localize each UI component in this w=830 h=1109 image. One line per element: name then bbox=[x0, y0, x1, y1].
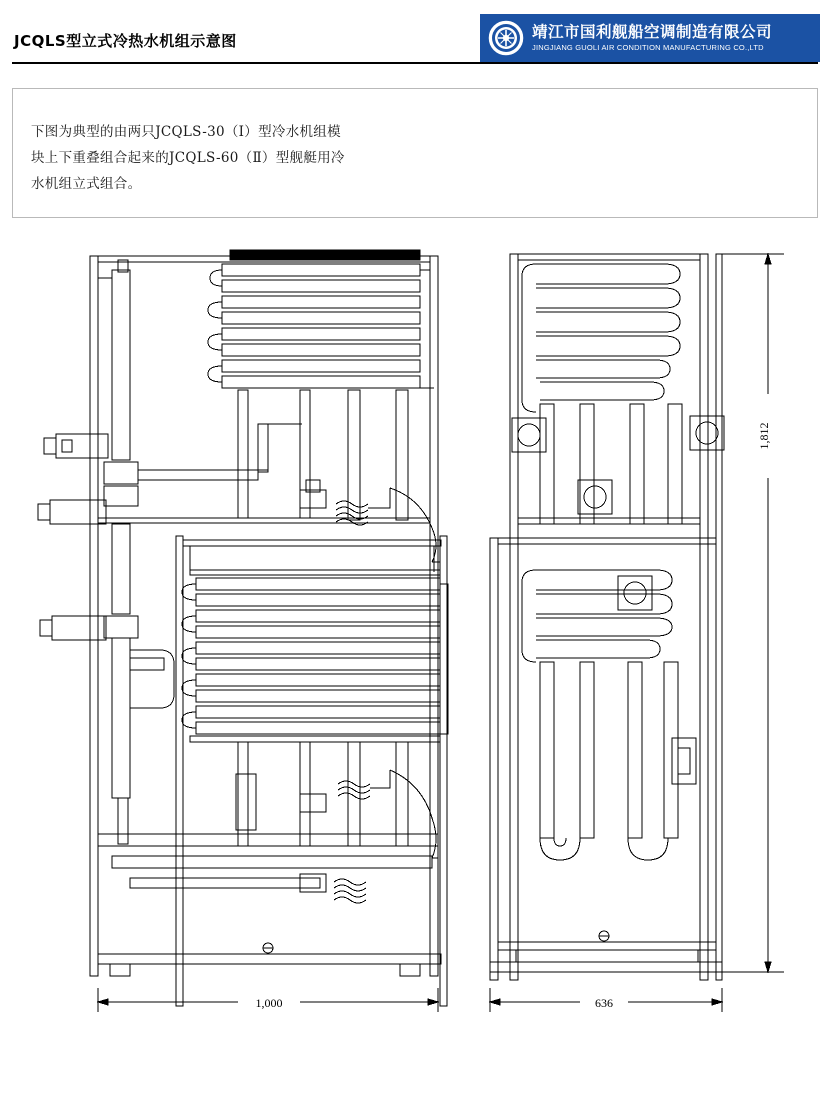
front-view-group bbox=[38, 250, 448, 1012]
company-logo-bar bbox=[480, 14, 820, 62]
side-fittings bbox=[512, 416, 724, 610]
description-line-3: 水机组立式组合。 bbox=[31, 176, 142, 192]
side-upper-tube-bundle bbox=[536, 264, 680, 400]
lower-coil-returns bbox=[182, 584, 196, 728]
description-panel bbox=[12, 88, 818, 218]
description-text bbox=[31, 119, 451, 197]
page-header bbox=[0, 0, 830, 76]
upper-capillary-coil bbox=[336, 488, 390, 525]
overall-height-dimension: 1,812 bbox=[757, 422, 771, 450]
company-name-en: JINGJIANG GUOLI AIR CONDITION MANUFACTURING CO.,LTD bbox=[532, 42, 764, 52]
description-line-1: 下图为典型的由两只JCQLS-30（Ⅰ）型冷水机组模 bbox=[31, 124, 341, 140]
lower-capillary-coil-1 bbox=[338, 770, 390, 799]
company-seal-icon bbox=[486, 18, 526, 58]
front-view-width-dimension: 1,000 bbox=[255, 996, 283, 1010]
side-view-group bbox=[490, 254, 784, 1012]
header-divider bbox=[12, 62, 818, 64]
company-name-cn: 靖江市国利舰船空调制造有限公司 bbox=[532, 23, 773, 42]
lower-capillary-coil-2 bbox=[334, 879, 366, 903]
upper-coil-returns bbox=[208, 270, 222, 382]
technical-drawing bbox=[0, 218, 830, 1048]
lower-coil-tubes bbox=[196, 578, 440, 734]
page-title: JCQLS型立式冷热水机组示意图 bbox=[14, 32, 237, 50]
description-line-2: 块上下重叠组合起来的JCQLS-60（Ⅱ）型舰艇用冷 bbox=[31, 150, 345, 166]
upper-coil-tubes bbox=[222, 264, 420, 388]
assembly-drawing-svg bbox=[0, 218, 830, 1048]
side-view-width-dimension: 636 bbox=[595, 996, 613, 1010]
